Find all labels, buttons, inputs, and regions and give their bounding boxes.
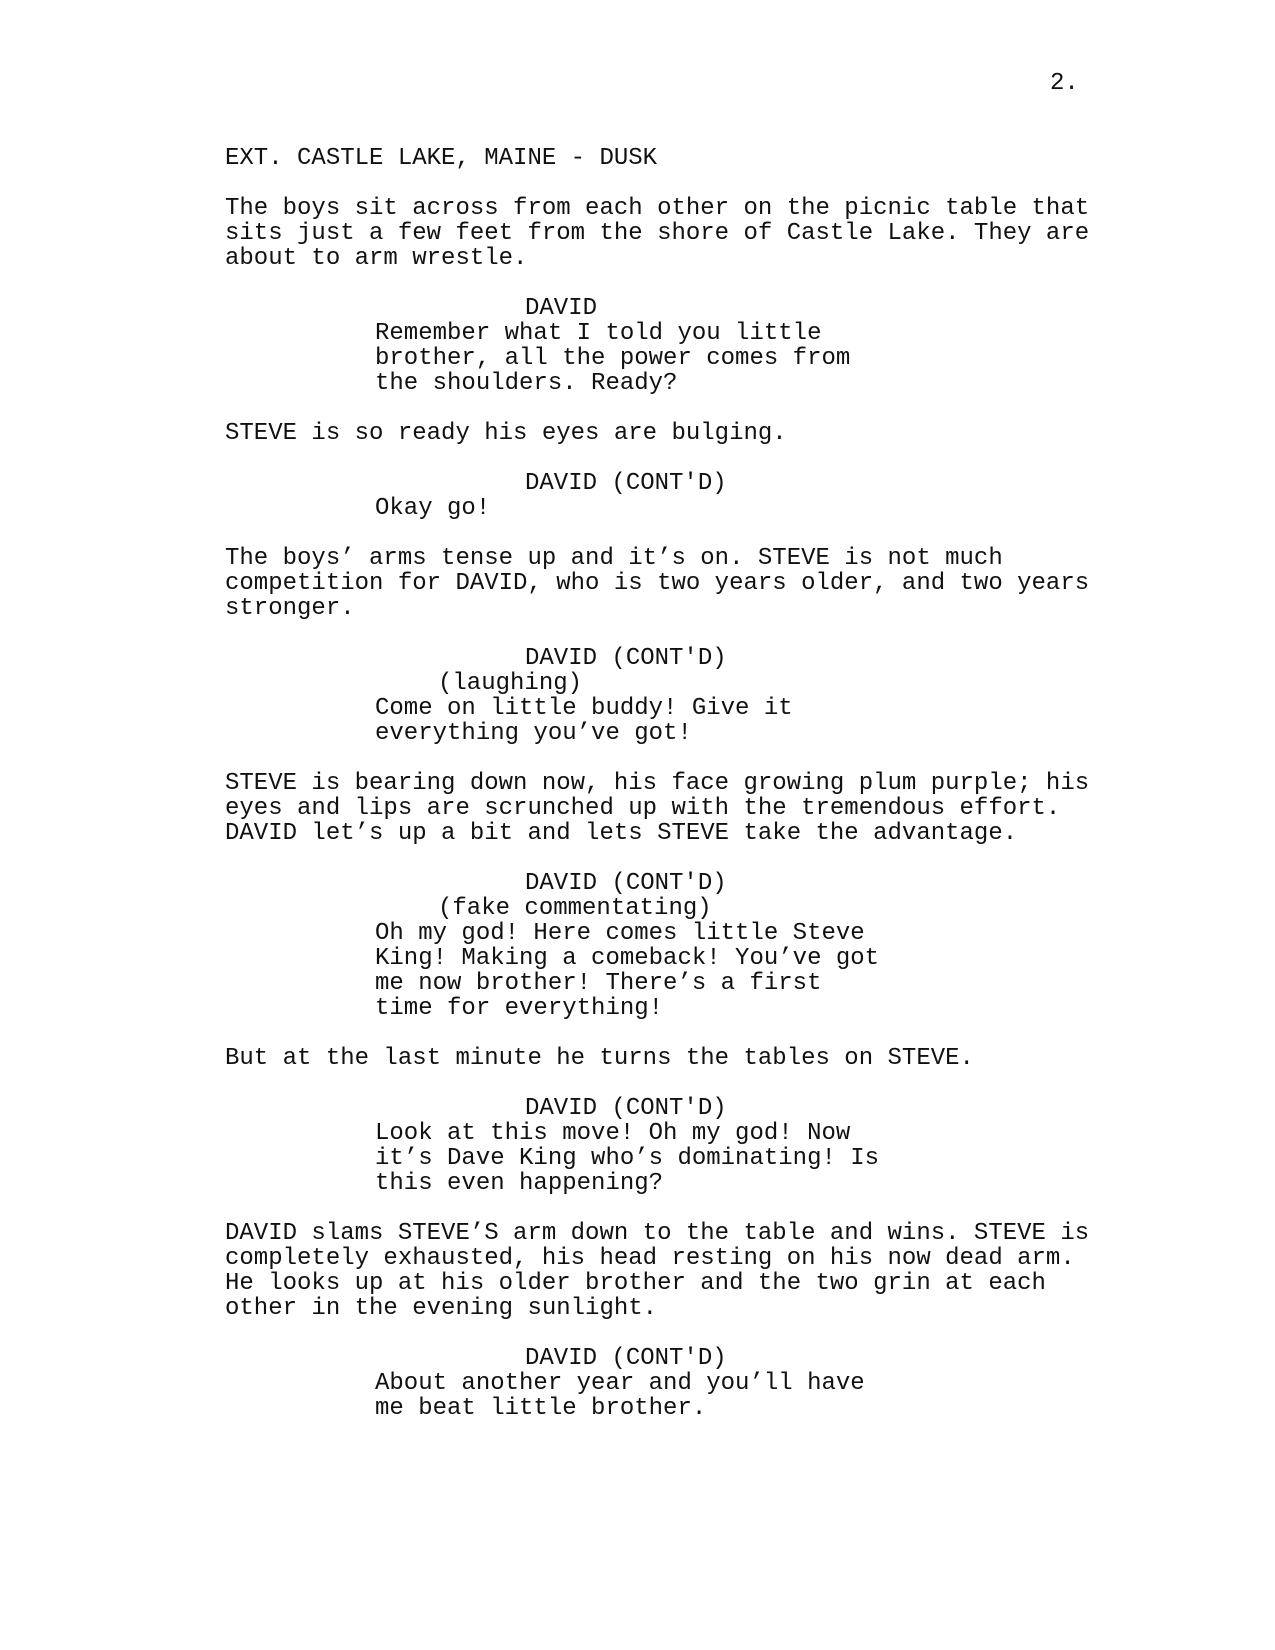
dialogue-line: me now brother! There’s a first — [375, 970, 822, 997]
action-line: competition for DAVID, who is two years older, and two years — [225, 570, 1090, 597]
action-line: DAVID let’s up a bit and lets STEVE take the advantage. — [225, 820, 1018, 847]
action-line: The boys’ arms tense up and it’s on. STEVE is not much — [225, 545, 1003, 572]
character-name: DAVID (CONT'D) — [525, 870, 727, 897]
dialogue-line: Remember what I told you little — [375, 320, 822, 347]
action-line: STEVE is so ready his eyes are bulging. — [225, 420, 787, 447]
character-name: DAVID (CONT'D) — [525, 1095, 727, 1122]
action-line: sits just a few feet from the shore of Castle Lake. They are — [225, 220, 1090, 247]
action-line: stronger. — [225, 595, 355, 622]
dialogue-line: Come on little buddy! Give it — [375, 695, 793, 722]
action-line: completely exhausted, his head resting on his now dead arm. — [225, 1245, 1075, 1272]
dialogue-line: Oh my god! Here comes little Steve — [375, 920, 865, 947]
action-line: The boys sit across from each other on the picnic table that — [225, 195, 1090, 222]
action-line: He looks up at his older brother and the two grin at each — [225, 1270, 1046, 1297]
dialogue-line: brother, all the power comes from — [375, 345, 851, 372]
character-name: DAVID — [525, 295, 598, 322]
parenthetical: (laughing) — [438, 670, 583, 697]
character-name: DAVID (CONT'D) — [525, 1345, 727, 1372]
action-line: DAVID slams STEVE’S arm down to the table and wins. STEVE is — [225, 1220, 1090, 1247]
dialogue-line: About another year and you’ll have — [375, 1370, 865, 1397]
character-name: DAVID (CONT'D) — [525, 645, 727, 672]
screenplay-body — [225, 146, 1105, 1421]
dialogue-line: Look at this move! Oh my god! Now — [375, 1120, 851, 1147]
action-line: eyes and lips are scrunched up with the tremendous effort. — [225, 795, 1061, 822]
page-number: 2. — [1050, 70, 1079, 97]
dialogue-line: it’s Dave King who’s dominating! Is — [375, 1145, 880, 1172]
scene-heading: EXT. CASTLE LAKE, MAINE - DUSK — [225, 145, 658, 172]
dialogue-line: this even happening? — [375, 1170, 664, 1197]
parenthetical: (fake commentating) — [438, 895, 712, 922]
character-name: DAVID (CONT'D) — [525, 470, 727, 497]
action-line: But at the last minute he turns the tables on STEVE. — [225, 1045, 974, 1072]
dialogue-line: time for everything! — [375, 995, 664, 1022]
action-line: other in the evening sunlight. — [225, 1295, 658, 1322]
dialogue-line: everything you’ve got! — [375, 720, 692, 747]
action-line: STEVE is bearing down now, his face growing plum purple; his — [225, 770, 1090, 797]
dialogue-line: the shoulders. Ready? — [375, 370, 678, 397]
action-line: about to arm wrestle. — [225, 245, 528, 272]
dialogue-line: me beat little brother. — [375, 1395, 707, 1422]
dialogue-line: Okay go! — [375, 495, 491, 522]
dialogue-line: King! Making a comeback! You’ve got — [375, 945, 880, 972]
